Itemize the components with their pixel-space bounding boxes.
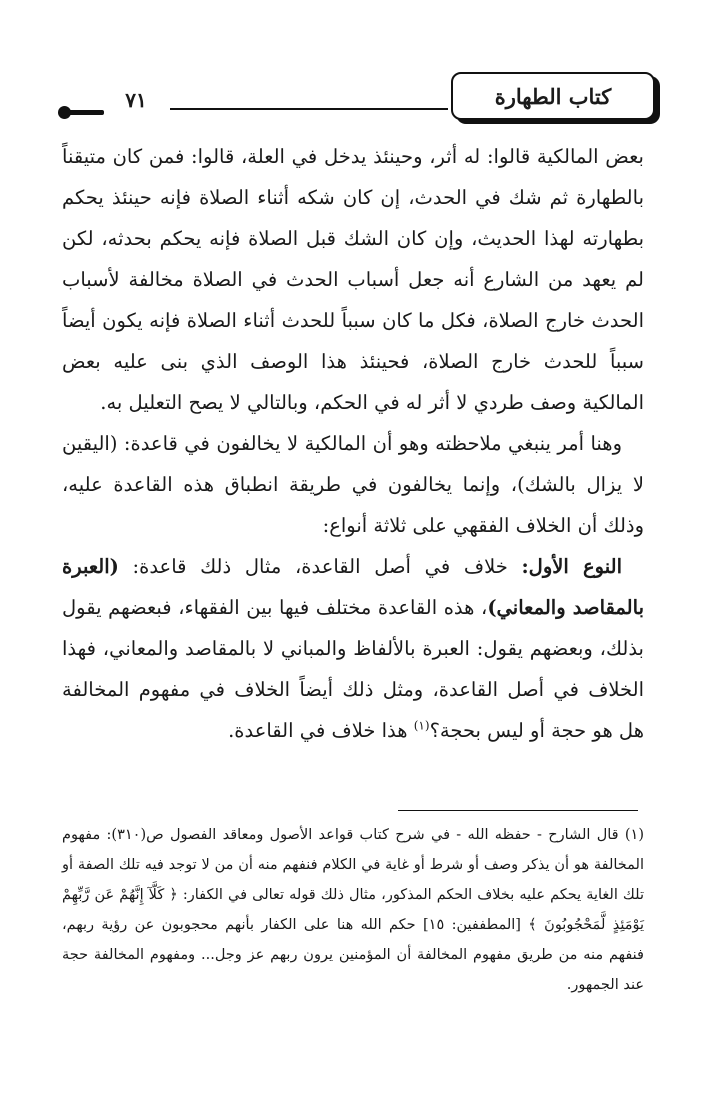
- footnote-1: (١) قال الشارح - حفظه الله - في شرح كتاب قواعد الأصول ومعاقد الفصول ص(٣١٠): مفهوم المخالفة هو أن يذكر وصف أو شرط أو غاية في الكلام فنفهم منه أن من لا توجد فيه تلك الصفة أو تلك الغاية يحكم عليه بخلاف الحكم المذكور، مثال ذلك قوله تعالى في الكفار: ﴿ كَلَّآ إِنَّهُمْ عَن رَّبِّهِمْ يَوْمَئِذٍ لَّمَحْجُوبُونَ ﴾ [المطففين: ١٥] حكم الله هنا على الكفار بأنهم محجوبون عن رؤية ربهم، فنفهم منه من طريق مفهوم المخالفة أن المؤمنين يرون ربهم عز وجل... ومفهوم المخالفة حجة عند الجمهور.: [62, 827, 644, 993]
- book-title: كتاب الطهارة: [494, 83, 612, 109]
- book-title-frame: [451, 72, 655, 120]
- footnote-separator: [398, 810, 638, 811]
- paragraph-2: وهنا أمر ينبغي ملاحظته وهو أن المالكية لا يخالفون في قاعدة: (اليقين لا يزال بالشك)، وإنما يخالفون في طريقة انطباق هذه القاعدة عليه، وذلك أن الخلاف الفقهي على ثلاثة أنواع:: [62, 432, 644, 537]
- footnote-marker: (١): [413, 718, 430, 733]
- header-rule: [170, 108, 448, 110]
- type-1-label: النوع الأول:: [521, 555, 622, 578]
- paragraph-3: [62, 546, 644, 751]
- type-1-text: ، هذه القاعدة مختلف فيها بين الفقهاء، فبعضهم يقول بذلك، وبعضهم يقول: العبرة بالألفاظ والمباني لا بالمقاصد والمعاني، فهذا الخلاف في أصل القاعدة، ومثل ذلك أيضاً الخلاف في مفهوم المخالفة هل هو حجة أو ليس بحجة؟: [62, 596, 644, 742]
- paragraph-1: بعض المالكية قالوا: له أثر، وحينئذ يدخل في العلة، قالوا: فمن كان متيقناً بالطهارة ثم شك في الحدث، إن كان شكه أثناء الصلاة فإنه حينئذ يحكم بطهارته لهذا الحديث، وإن كان الشك قبل الصلاة فإنه يحكم بحدثه، لكن لم يعهد من الشارع أنه جعل أسباب الحدث في الصلاة مخالفة لأسباب الحدث خارج الصلاة، فكل ما كان سبباً للحدث أثناء الصلاة فإنه يكون أيضاً سبباً للحدث خارج الصلاة، فحينئذ هذا الوصف الذي بنى عليه بعض المالكية وصف طردي لا أثر له في الحكم، وبالتالي لا يصح التعليل به.: [62, 145, 644, 414]
- type-1-tail: هذا خلاف في القاعدة.: [228, 719, 414, 742]
- main-text: [62, 136, 644, 751]
- header-ornament-bar: [66, 110, 104, 115]
- type-1-rule: (العبرة بالمقاصد والمعاني): [62, 555, 644, 619]
- page-header: [0, 0, 703, 130]
- footnote-section: [62, 820, 644, 1000]
- header-ornament-dot: [58, 106, 71, 119]
- page-number: ٧١: [125, 88, 147, 112]
- type-1-intro: خلاف في أصل القاعدة، مثال ذلك قاعدة:: [118, 555, 522, 578]
